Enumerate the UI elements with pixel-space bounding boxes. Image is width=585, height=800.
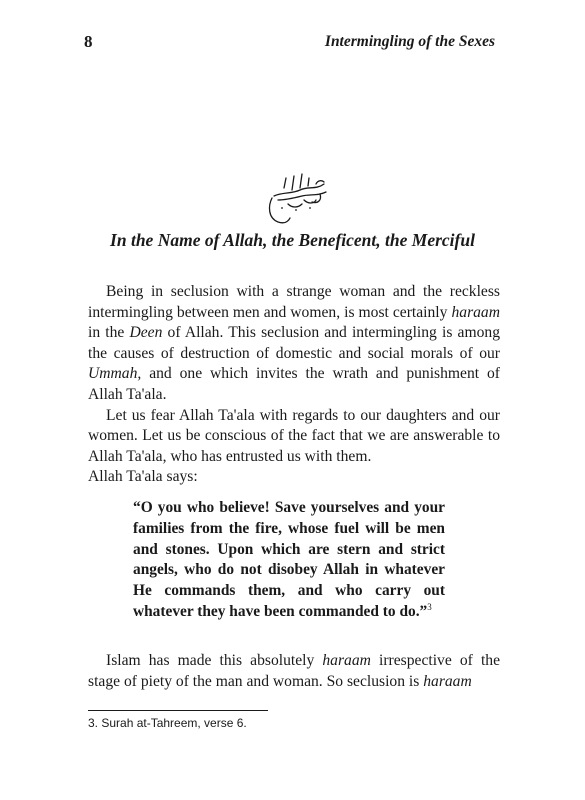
paragraph-3: Allah Ta'ala says: <box>88 468 198 486</box>
body-text-bottom <box>88 651 500 692</box>
paragraph-1-term-ummah: Ummah, <box>88 365 142 383</box>
paragraph-2: Let us fear Allah Ta'ala with regards to our daughters and our women. Let us be conscious of the fact that we are answerable to Allah Ta'ala, who has entrusted us with them. <box>88 406 500 465</box>
paragraph-4-term-haraam: haraam <box>322 652 371 669</box>
quote-text: “O you who believe! Save yourselves and your families from the fire, whose fuel will be men and stones. Upon which are stern and strict angels, who do not disobey Allah in whatever He commands them, and who carry out whatever they have been commanded to do.” <box>133 499 445 620</box>
paragraph-1-term-haraam: haraam <box>451 303 500 321</box>
paragraph-4-term-haraam-2: haraam <box>423 672 472 690</box>
paragraph-1-text-e: of Allah. This seclusion and intermingling is among the causes of destruction of domestic and social morals of our <box>88 324 500 362</box>
paragraph-4 <box>88 651 500 692</box>
quran-quote <box>133 498 445 623</box>
paragraph-4-text-a: Islam has made this absolutely <box>106 652 323 669</box>
paragraph-4-text-c: irrespective of the stage of piety of the man and woman. So seclusion is <box>88 652 500 690</box>
paragraph-1-text-g: and one which invites the wrath and punishment of Allah Ta'ala. <box>88 365 500 403</box>
paragraph-1-text-c: in the <box>88 324 130 342</box>
footnote-reference: 3 <box>427 601 432 612</box>
footnote-divider <box>88 710 268 711</box>
paragraph-1-text-a: Being in seclusion with a strange woman and the reckless intermingling between men and women, is most certainly <box>88 283 500 321</box>
page-number: 8 <box>84 32 93 51</box>
bismillah-calligraphy <box>258 170 338 230</box>
invocation-heading: In the Name of Allah, the Beneficent, the Merciful <box>110 230 475 250</box>
footnote: 3. Surah at-Tahreem, verse 6. <box>88 716 247 730</box>
paragraph-1 <box>88 282 500 406</box>
paragraph-1-term-deen: Deen <box>129 324 163 342</box>
running-title: Intermingling of the Sexes <box>324 33 495 50</box>
body-text-top <box>88 282 500 488</box>
